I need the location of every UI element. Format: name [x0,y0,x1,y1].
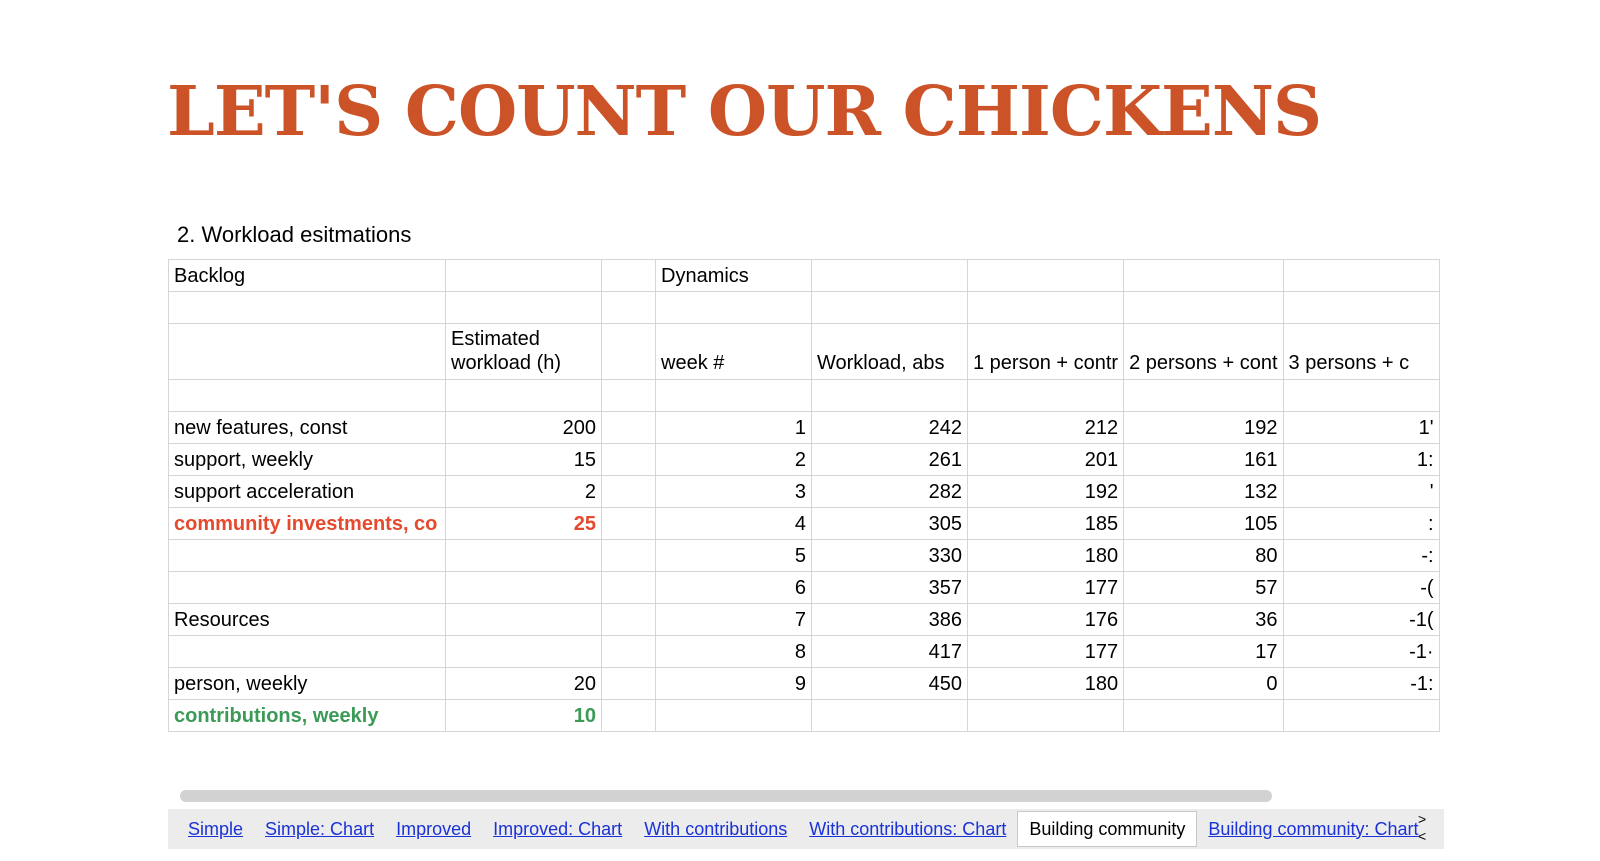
spreadsheet-grid [168,259,1444,752]
backlog-label[interactable]: new features, const [169,412,446,444]
backlog-label[interactable]: support, weekly [169,444,446,476]
cell[interactable] [1124,380,1283,412]
cell[interactable] [1124,292,1283,324]
tab-building-community-chart[interactable]: Building community: Chart [1208,818,1419,839]
tab-nav [1418,811,1434,845]
one-person-cell[interactable]: 176 [968,604,1124,636]
table-row [169,380,1440,412]
cell[interactable] [446,380,602,412]
cell[interactable] [656,700,812,732]
cell[interactable] [812,380,968,412]
cell[interactable] [968,700,1124,732]
table-row [169,572,1440,604]
cell[interactable] [446,292,602,324]
cell[interactable] [169,324,446,380]
week-cell[interactable]: 2 [656,444,812,476]
three-persons-cell[interactable]: -1: [1283,668,1439,700]
backlog-value[interactable]: 2 [446,476,602,508]
two-persons-cell[interactable]: 132 [1124,476,1283,508]
three-persons-cell[interactable]: 1: [1283,444,1439,476]
week-cell[interactable]: 4 [656,508,812,540]
cell[interactable] [169,572,446,604]
cell[interactable] [1283,700,1439,732]
table-row [169,636,1440,668]
tab-with-contributions[interactable]: With contributions [644,818,788,839]
cell[interactable] [1283,380,1439,412]
table-row [169,700,1440,732]
cell[interactable] [169,292,446,324]
cell[interactable] [446,260,602,292]
one-person-cell[interactable]: 177 [968,572,1124,604]
cell[interactable] [169,540,446,572]
tab-simple-chart[interactable]: Simple: Chart [265,818,375,839]
workload-cell[interactable]: 305 [812,508,968,540]
sheet-tab-bar [168,809,1444,849]
three-persons-cell[interactable]: -: [1283,540,1439,572]
table-row [169,604,1440,636]
cell[interactable] [446,572,602,604]
header-workload-abs[interactable]: Workload, abs [812,324,968,380]
table-row [169,540,1440,572]
tab-building-community[interactable]: Building community [1017,811,1197,847]
backlog-label-highlight[interactable]: community investments, co [169,508,446,540]
cell[interactable] [812,260,968,292]
cell[interactable] [446,604,602,636]
backlog-value[interactable]: 200 [446,412,602,444]
two-persons-cell[interactable]: 161 [1124,444,1283,476]
table-row [169,508,1440,540]
tab-simple[interactable]: Simple [188,818,244,839]
week-cell[interactable]: 3 [656,476,812,508]
backlog-value[interactable]: 15 [446,444,602,476]
table-row [169,292,1440,324]
week-cell[interactable]: 5 [656,540,812,572]
header-three-persons[interactable]: 3 persons + c [1283,324,1439,380]
cell[interactable] [602,604,656,636]
cell[interactable] [1124,700,1283,732]
week-cell[interactable]: 6 [656,572,812,604]
workload-cell[interactable]: 242 [812,412,968,444]
cell[interactable] [602,668,656,700]
tab-with-contributions-chart[interactable]: With contributions: Chart [809,818,1007,839]
two-persons-cell[interactable]: 105 [1124,508,1283,540]
three-persons-cell[interactable]: -( [1283,572,1439,604]
cell[interactable] [968,380,1124,412]
table-row [169,412,1440,444]
cell[interactable] [602,540,656,572]
header-row [169,324,1440,380]
workload-cell[interactable]: 386 [812,604,968,636]
table-row [169,444,1440,476]
one-person-cell[interactable]: 177 [968,636,1124,668]
tab-scroll-next-icon[interactable]: > [1418,811,1427,827]
sheet-heading: 2. Workload esitmations [177,222,412,247]
cell[interactable] [602,292,656,324]
cell[interactable] [602,572,656,604]
header-week[interactable]: week # [656,324,812,380]
backlog-value-highlight[interactable]: 25 [446,508,602,540]
week-cell[interactable]: 7 [656,604,812,636]
cell[interactable] [169,636,446,668]
slide-title: LET'S COUNT OUR CHICKENS [167,72,1322,152]
one-person-cell[interactable]: 180 [968,540,1124,572]
three-persons-cell[interactable]: : [1283,508,1439,540]
cell[interactable] [812,292,968,324]
table-row [169,260,1440,292]
tab-improved-chart[interactable]: Improved: Chart [493,818,623,839]
one-person-cell[interactable]: 192 [968,476,1124,508]
one-person-cell[interactable]: 201 [968,444,1124,476]
tab-scroll-prev-icon[interactable]: < [1418,828,1427,844]
two-persons-cell[interactable]: 80 [1124,540,1283,572]
cell[interactable] [602,324,656,380]
one-person-cell[interactable]: 212 [968,412,1124,444]
table-row [169,476,1440,508]
two-persons-cell[interactable]: 0 [1124,668,1283,700]
cell[interactable] [1124,260,1283,292]
resource-value[interactable]: 20 [446,668,602,700]
tab-improved[interactable]: Improved [396,818,472,839]
cell[interactable] [602,636,656,668]
workload-cell[interactable]: 450 [812,668,968,700]
resource-value-highlight[interactable]: 10 [446,700,602,732]
cell[interactable] [602,508,656,540]
three-persons-cell[interactable]: 1' [1283,412,1439,444]
three-persons-cell[interactable]: ' [1283,476,1439,508]
cell[interactable] [169,380,446,412]
week-cell[interactable]: 1 [656,412,812,444]
cell[interactable] [602,260,656,292]
cell[interactable] [602,380,656,412]
cell[interactable] [602,700,656,732]
workload-cell[interactable]: 282 [812,476,968,508]
horizontal-scrollbar[interactable] [180,790,1272,802]
cell[interactable] [1283,260,1439,292]
two-persons-cell[interactable]: 57 [1124,572,1283,604]
two-persons-cell[interactable]: 36 [1124,604,1283,636]
resource-label-highlight[interactable]: contributions, weekly [169,700,446,732]
section-label-backlog[interactable]: Backlog [169,260,446,292]
spreadsheet-table [168,259,1440,732]
two-persons-cell[interactable]: 17 [1124,636,1283,668]
workload-cell[interactable]: 417 [812,636,968,668]
cell[interactable] [446,540,602,572]
workload-cell[interactable]: 261 [812,444,968,476]
one-person-cell[interactable]: 180 [968,668,1124,700]
workload-cell[interactable]: 330 [812,540,968,572]
cell[interactable] [656,292,812,324]
two-persons-cell[interactable]: 192 [1124,412,1283,444]
one-person-cell[interactable]: 185 [968,508,1124,540]
backlog-label[interactable]: support acceleration [169,476,446,508]
week-cell[interactable]: 8 [656,636,812,668]
header-estimated-workload[interactable]: Estimated workload (h) [446,324,602,380]
cell[interactable] [968,292,1124,324]
cell[interactable] [968,260,1124,292]
three-persons-cell[interactable]: -1· [1283,636,1439,668]
cell[interactable] [602,444,656,476]
section-label-dynamics[interactable]: Dynamics [656,260,812,292]
cell[interactable] [446,636,602,668]
three-persons-cell[interactable]: -1( [1283,604,1439,636]
workload-cell[interactable]: 357 [812,572,968,604]
week-cell[interactable]: 9 [656,668,812,700]
cell[interactable] [812,700,968,732]
cell[interactable] [1283,292,1439,324]
header-one-person[interactable]: 1 person + contr [968,324,1124,380]
header-two-persons[interactable]: 2 persons + cont [1124,324,1283,380]
cell[interactable] [602,412,656,444]
section-label-resources[interactable]: Resources [169,604,446,636]
cell[interactable] [656,380,812,412]
cell[interactable] [602,476,656,508]
table-row [169,668,1440,700]
resource-label[interactable]: person, weekly [169,668,446,700]
